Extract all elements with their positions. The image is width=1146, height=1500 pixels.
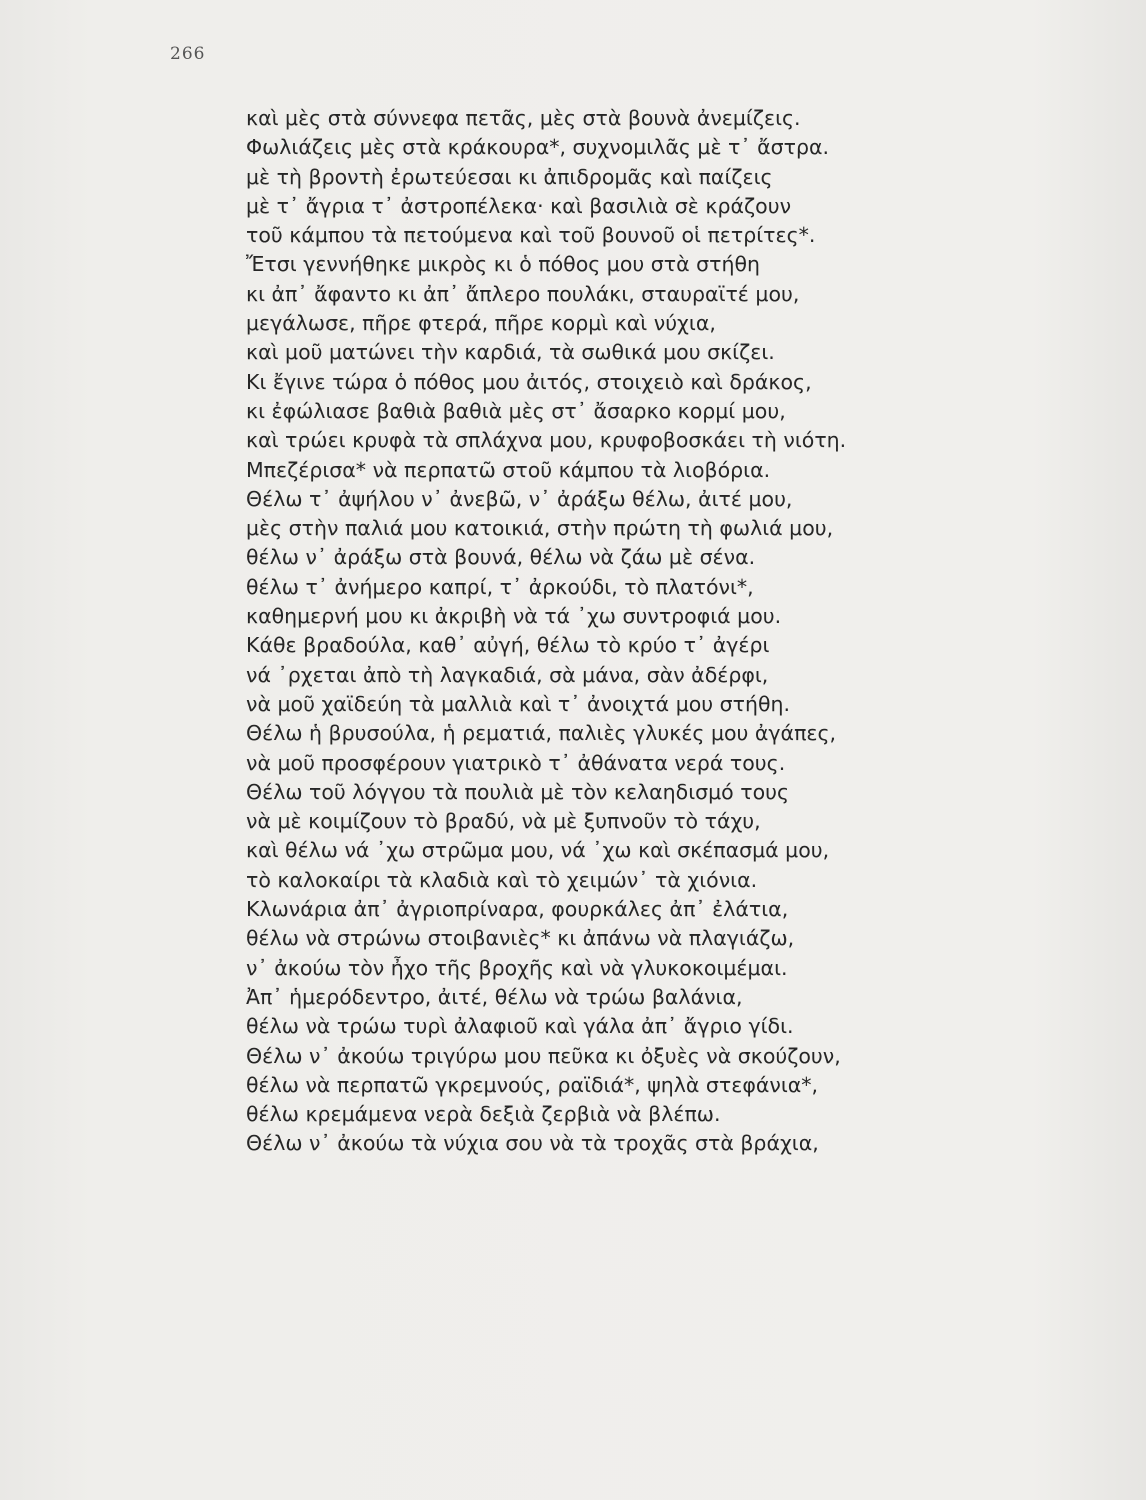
poem-line: τὸ καλοκαίρι τὰ κλαδιὰ καὶ τὸ χειμών᾿ τὰ χιόνια. xyxy=(246,867,758,892)
poem-line: καὶ μοῦ ματώνει τὴν καρδιά, τὰ σωθικά μου σκίζει. xyxy=(246,340,775,365)
poem-line: καὶ μὲς στὰ σύννεφα πετᾶς, μὲς στὰ βουνὰ ἀνεμίζεις. xyxy=(246,106,801,130)
poem-line: ν᾿ ἀκούω τὸν ἦχο τῆς βροχῆς καὶ νὰ γλυκοκοιμέμαι. xyxy=(246,955,788,980)
poem-line: θέλω κρεμάμενα νερὰ δεξιὰ ζερβιὰ νὰ βλέπω. xyxy=(246,1102,721,1127)
poem-line: Θέλω τοῦ λόγγου τὰ πουλιὰ μὲ τὸν κελαηδισμό τους xyxy=(246,779,790,804)
poem-line: Φωλιάζεις μὲς στὰ κράκουρα*, συχνομιλᾶς μὲ τ᾿ ἄστρα. xyxy=(246,135,830,160)
poem-line: μεγάλωσε, πῆρε φτερά, πῆρε κορμὶ καὶ νύχια, xyxy=(246,311,716,336)
poem-line: Θέλω τ᾿ ἀψήλου ν᾿ ἀνεβῶ, ν᾿ ἀράξω θέλω, ἀιτέ μου, xyxy=(246,486,793,511)
poem-line: θέλω νὰ στρώνω στοιβανιὲς* κι ἀπάνω νὰ πλαγιάζω, xyxy=(246,926,795,951)
poem-line: Ἔτσι γεννήθηκε μικρὸς κι ὁ πόθος μου στὰ στήθη xyxy=(246,252,760,277)
poem-line: Κλωνάρια ἀπ᾿ ἀγριοπρίναρα, φουρκάλες ἀπ᾿ ἐλάτια, xyxy=(246,897,789,922)
poem-line: κι ἐφώλιασε βαθιὰ βαθιὰ μὲς στ᾿ ἄσαρκο κορμί μου, xyxy=(246,398,786,423)
poem-line: θέλω νὰ τρώω τυρὶ ἀλαφιοῦ καὶ γάλα ἀπ᾿ ἄγριο γίδι. xyxy=(246,1014,794,1039)
poem-line: Θέλω ἡ βρυσούλα, ἡ ρεματιά, παλιὲς γλυκές μου ἀγάπες, xyxy=(246,721,837,746)
poem-line: καὶ τρώει κρυφὰ τὰ σπλάχνα μου, κρυφοβοσκάει τὴ νιότη. xyxy=(246,428,847,453)
poem-line: νὰ μὲ κοιμίζουν τὸ βραδύ, νὰ μὲ ξυπνοῦν τὸ τάχυ, xyxy=(246,809,761,834)
poem-line: μὲ τὴ βροντὴ ἐρωτεύεσαι κι ἀπιδρομᾶς καὶ παίζεις xyxy=(246,164,773,189)
poem-line: Θέλω ν᾿ ἀκούω τριγύρω μου πεῦκα κι ὀξυὲς νὰ σκούζουν, xyxy=(246,1043,841,1068)
poem-line: καὶ θέλω νά ᾿χω στρῶμα μου, νά ᾿χω καὶ σκέπασμά μου, xyxy=(246,838,830,863)
poem-line: Ἀπ᾿ ἡμερόδεντρο, ἀιτέ, θέλω νὰ τρώω βαλάνια, xyxy=(246,984,743,1009)
poem-line: θέλω τ᾿ ἀνήμερο καπρί, τ᾿ ἀρκούδι, τὸ πλατόνι*, xyxy=(246,574,754,599)
poem-line: Κάθε βραδούλα, καθ᾿ αὐγή, θέλω τὸ κρύο τ᾿ ἀγέρι xyxy=(246,633,770,658)
poem-line: Κι ἔγινε τώρα ὁ πόθος μου ἀιτός, στοιχειὸ καὶ δράκος, xyxy=(246,369,812,394)
poem-line: θέλω ν᾿ ἀράξω στὰ βουνά, θέλω νὰ ζάω μὲ σένα. xyxy=(246,545,756,570)
poem-line: κι ἀπ᾿ ἄφαντο κι ἀπ᾿ ἄπλερο πουλάκι, σταυραϊτέ μου, xyxy=(246,281,800,306)
poem-line: τοῦ κάμπου τὰ πετούμενα καὶ τοῦ βουνοῦ οἱ πετρίτες*. xyxy=(246,223,816,248)
poem-line: θέλω νὰ περπατῶ γκρεμνούς, ραϊδιά*, ψηλὰ στεφάνια*, xyxy=(246,1072,819,1097)
poem-line: Μπεζέρισα* νὰ περπατῶ στοῦ κάμπου τὰ λιοβόρια. xyxy=(246,457,771,482)
poem-line: μὲς στὴν παλιά μου κατοικιά, στὴν πρώτη τὴ φωλιά μου, xyxy=(246,516,834,541)
page-number: 266 xyxy=(170,44,206,64)
poem-line: μὲ τ᾿ ἄγρια τ᾿ ἀστροπέλεκα· καὶ βασιλιὰ σὲ κράζουν xyxy=(246,193,792,218)
poem-line: Θέλω ν᾿ ἀκούω τὰ νύχια σου νὰ τὰ τροχᾶς στὰ βράχια, xyxy=(246,1131,819,1156)
poem-line: νά ᾿ρχεται ἀπὸ τὴ λαγκαδιά, σὰ μάνα, σὰν ἀδέρφι, xyxy=(246,662,769,687)
poem-text xyxy=(246,104,1106,1159)
poem-line: νὰ μοῦ προσφέρουν γιατρικὸ τ᾿ ἀθάνατα νερά τους. xyxy=(246,750,786,775)
poem-line: καθημερνή μου κι ἀκριβὴ νὰ τά ᾿χω συντροφιά μου. xyxy=(246,604,782,629)
poem-line: νὰ μοῦ χαϊδεύη τὰ μαλλιὰ καὶ τ᾿ ἀνοιχτά μου στήθη. xyxy=(246,691,791,716)
